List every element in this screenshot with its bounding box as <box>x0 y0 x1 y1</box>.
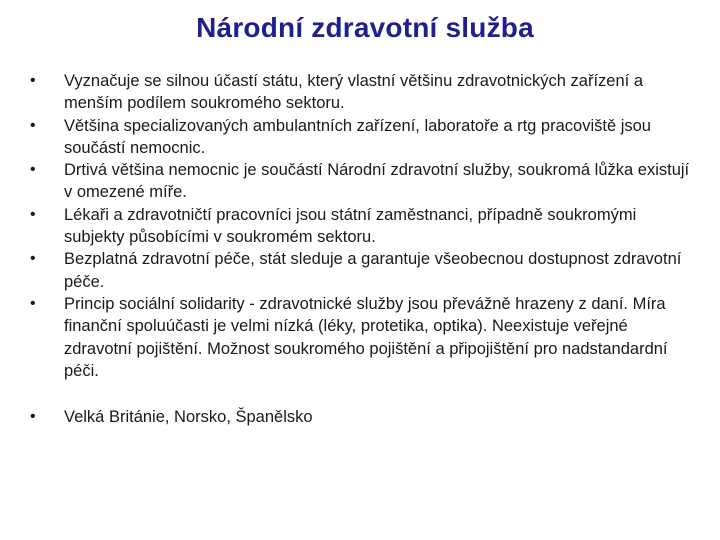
bullet-item <box>30 159 690 204</box>
bullet-list <box>30 70 690 428</box>
bullet-dot-icon: • <box>30 408 36 426</box>
bullet-dot-icon: • <box>30 205 36 223</box>
bullet-item <box>30 115 690 160</box>
bullet-dot-icon: • <box>30 250 36 268</box>
bullet-text: Drtivá většina nemocnic je součástí Národní zdravotní služby, soukromá lůžka existují v omezené míře. <box>64 161 690 202</box>
bullet-dot-icon: • <box>30 116 36 134</box>
bullet-text: Lékaři a zdravotničtí pracovníci jsou státní zaměstnanci, případně soukromými subjekty působícími v soukromém sektoru. <box>64 205 637 247</box>
bullet-text: Bezplatná zdravotní péče, stát sleduje a garantuje všeobecnou dostupnost zdravotní péče. <box>64 250 682 291</box>
bullet-item <box>30 406 690 428</box>
bullet-dot-icon: • <box>30 161 36 179</box>
bullet-item <box>30 293 690 382</box>
bullet-dot-icon: • <box>30 294 36 312</box>
bullet-dot-icon: • <box>30 72 36 89</box>
bullet-text: Velká Británie, Norsko, Španělsko <box>64 408 313 427</box>
bullet-text: Princip sociální solidarity - zdravotnické služby jsou převážně hrazeny z daní. Míra finanční spoluúčasti je velmi nízká (léky, protetika, optika). Neexistuje veřejné zdravotní pojištění. Možnost soukromého pojištění a připojištění pro nadstandardní péči. <box>64 294 668 380</box>
slide-title: Národní zdravotní služba <box>196 12 534 43</box>
bullet-text: Vyznačuje se silnou účastí státu, který vlastní většinu zdravotnických zařízení a menším podílem soukromého sektoru. <box>64 72 643 113</box>
bullet-text: Většina specializovaných ambulantních zařízení, laboratoře a rtg pracoviště jsou součástí nemocnic. <box>64 116 651 157</box>
bullet-item <box>30 248 690 293</box>
bullet-item <box>30 70 690 115</box>
bullet-item <box>30 204 690 249</box>
